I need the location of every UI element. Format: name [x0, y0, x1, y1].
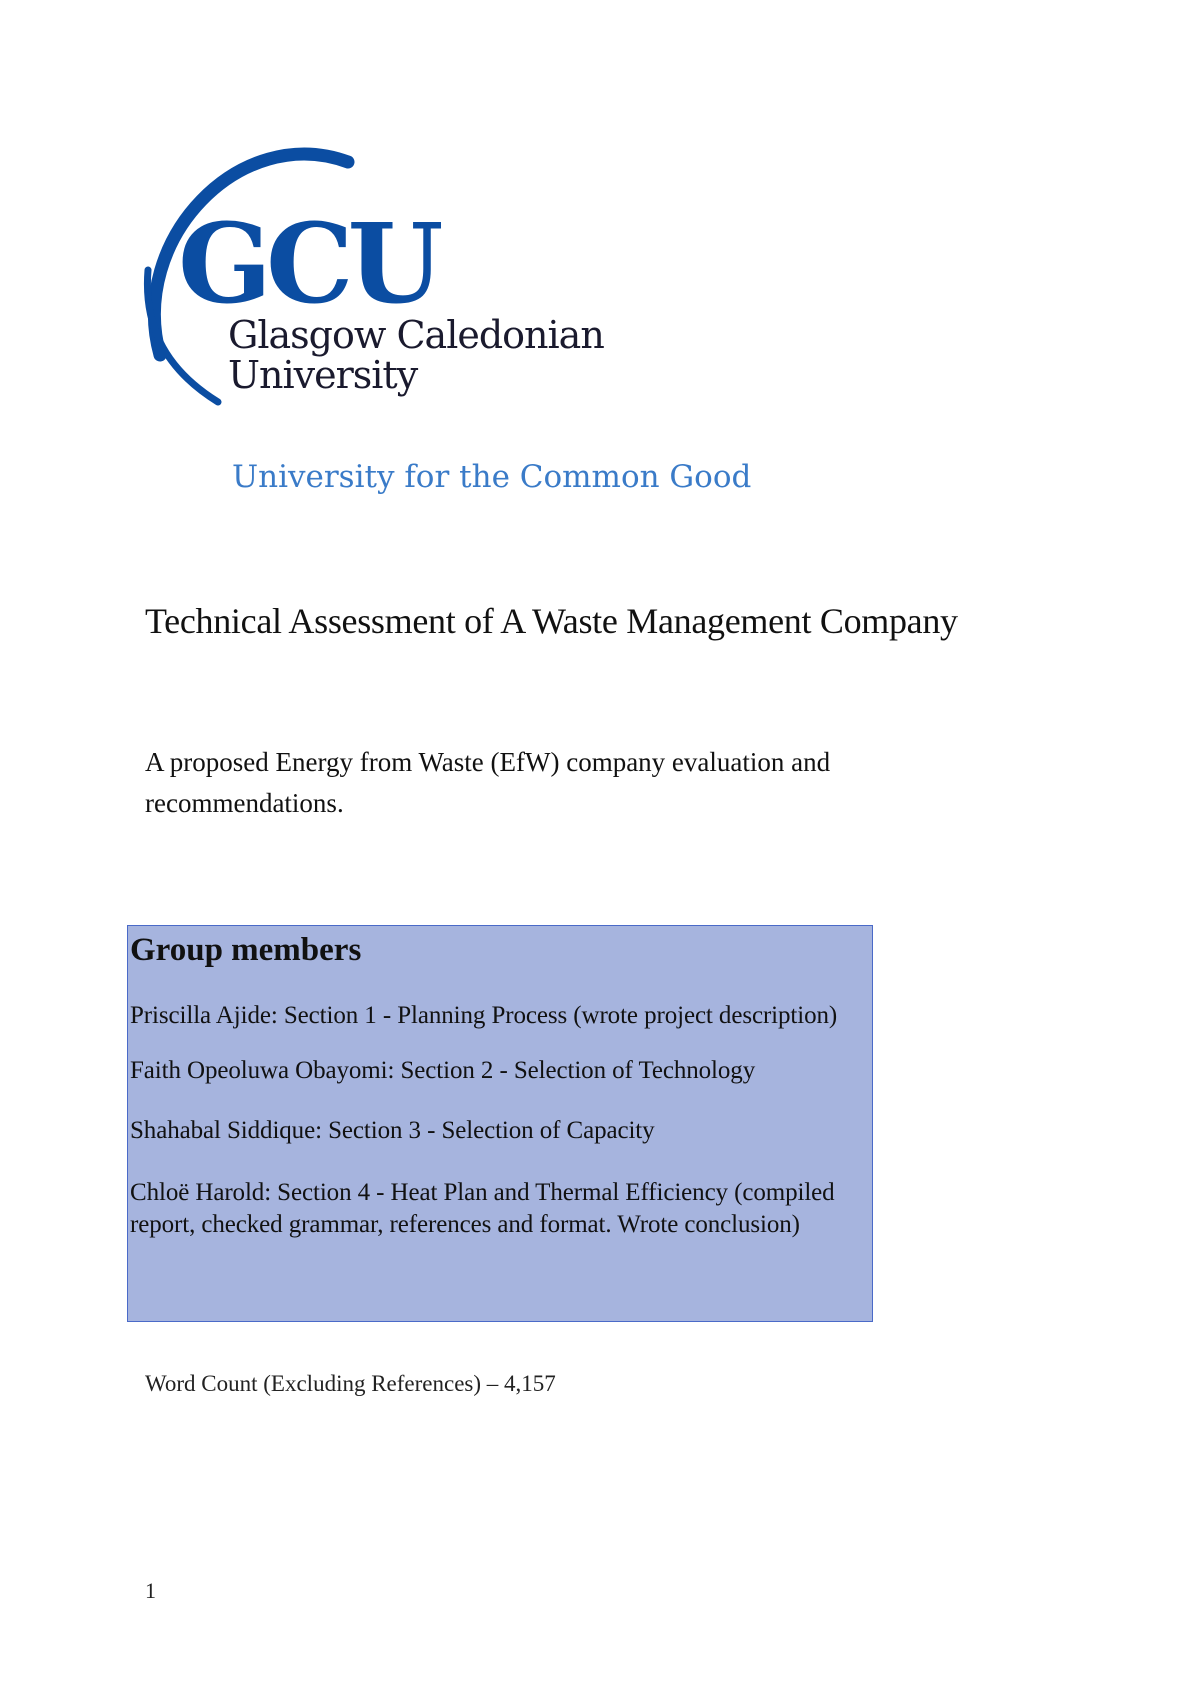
group-members-box: [127, 925, 873, 1322]
document-title: Technical Assessment of A Waste Management Company: [145, 601, 958, 641]
word-count: Word Count (Excluding References) – 4,157: [145, 1371, 556, 1396]
gcu-logo-graphic: [140, 140, 780, 520]
page-number: 1: [145, 1578, 156, 1603]
logo-name-line1: Glasgow Caledonian: [228, 313, 604, 357]
gcu-logo: [140, 140, 780, 520]
member-entry: Shahabal Siddique: Section 3 - Selection of Capacity: [130, 1117, 655, 1144]
document-subtitle: A proposed Energy from Waste (EfW) company evaluation and recommendations.: [145, 747, 831, 818]
member-entry: Chloë Harold: Section 4 - Heat Plan and Thermal Efficiency (compiled report, checked grammar, references and format. Wrote conclusion): [130, 1179, 835, 1238]
member-entry: Priscilla Ajide: Section 1 - Planning Process (wrote project description): [130, 1002, 838, 1029]
group-members-heading: Group members: [130, 932, 362, 968]
group-members-list: [130, 1000, 872, 1241]
logo-name-line2: University: [228, 353, 418, 397]
member-entry: Faith Opeoluwa Obayomi: Section 2 - Selection of Technology: [130, 1057, 756, 1084]
logo-letters: GCU: [178, 199, 438, 328]
logo-tagline: University for the Common Good: [232, 459, 752, 495]
